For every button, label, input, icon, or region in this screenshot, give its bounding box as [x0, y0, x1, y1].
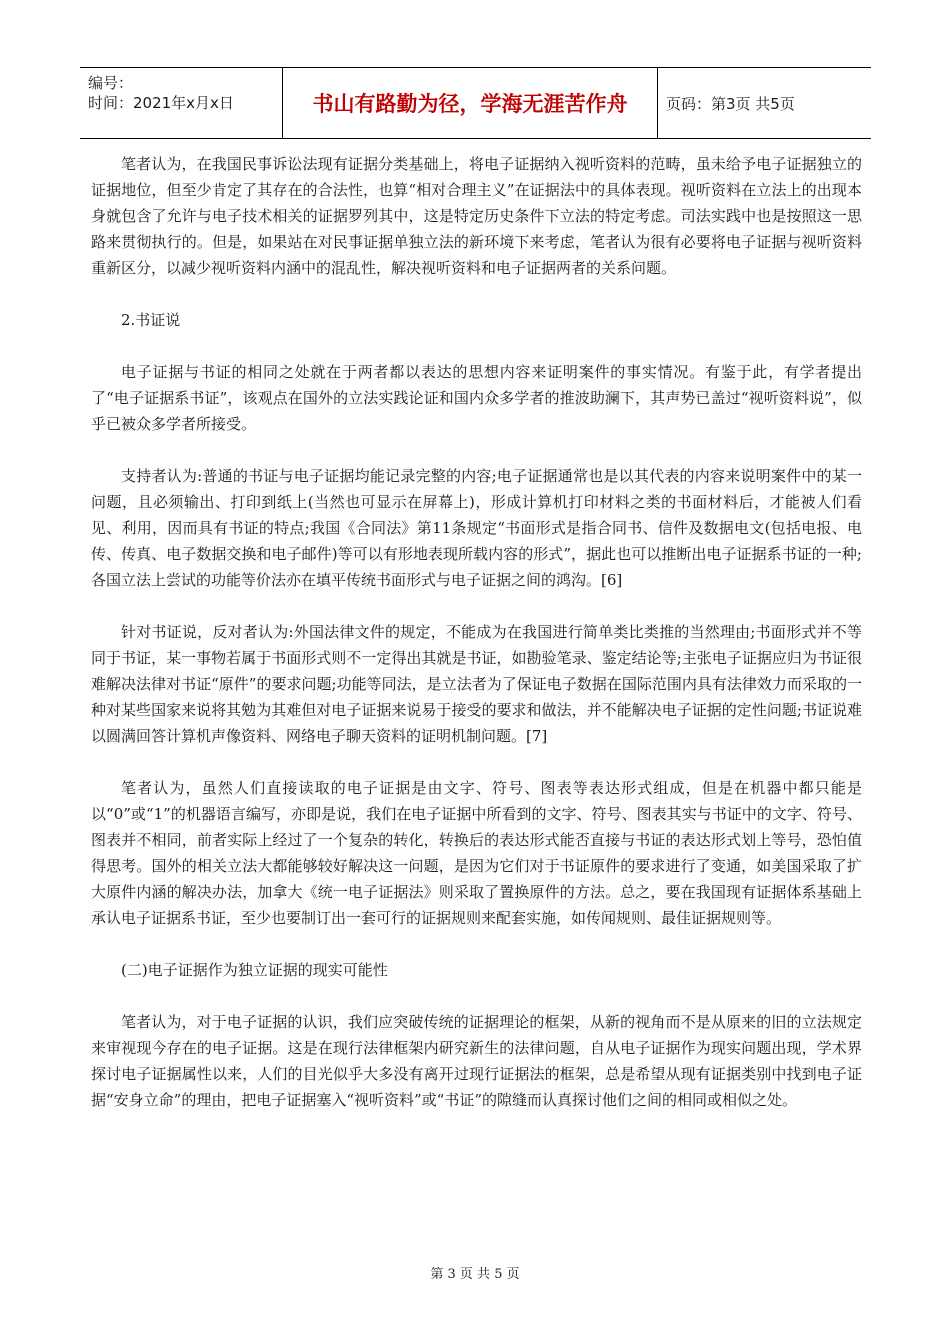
paragraph: 支持者认为:普通的书证与电子证据均能记录完整的内容;电子证据通常也是以其代表的内容来说明案件中的某一问题，且必须输出、打印到纸上(当然也可显示在屏幕上)，形成计算机打印材料之类的书面材料后，才能被人们看见、利用，因而具有书证的特点;我国《合同法》第11条规定“书面形式是指合同书、信件及数据电文(包括电报、电传、传真、电子数据交换和电子邮件)等可以有形地表现所载内容的形式”，据此也可以推断出电子证据系书证的一种;各国立法上尝试的功能等价法亦在填平传统书面形式与电子证据之间的鸿沟。[6] — [91, 467, 862, 589]
header-page-info: 页码：第3页 共5页 — [666, 94, 795, 113]
page-footer: 第 3 页 共 5 页 — [430, 1267, 520, 1282]
paragraph: 针对书证说，反对者认为:外国法律文件的规定，不能成为在我国进行简单类比类推的当然理由;书面形式并不等同于书证，某一事物若属于书面形式则不一定得出其就是书证，如勘验笔录、鉴定结论等;主张电子证据应归为书证很难解决法律对书证“原件”的要求问题;功能等同法，是立法者为了保证电子数据在国际范围内具有法律效力而采取的一种对某些国家来说将其勉为其难但对电子证据来说易于接受的要求和做法，并不能解决电子证据的定性问题;书证说难以圆满回答计算机声像资料、网络电子聊天资料的证明机制问题。[7] — [91, 623, 862, 745]
header-motto: 书山有路勤为径，学海无涯苦作舟 — [283, 68, 658, 138]
page-header — [80, 67, 871, 139]
paragraph: 笔者认为，在我国民事诉讼法现有证据分类基础上，将电子证据纳入视听资料的范畴，虽未给予电子证据独立的证据地位，但至少肯定了其存在的合法性，也算“相对合理主义”在证据法中的具体表现。视听资料在立法上的出现本身就包含了允许与电子技术相关的证据罗列其中，这是特定历史条件下立法的特定考虑。司法实践中也是按照这一思路来贯彻执行的。但是，如果站在对民事证据单独立法的新环境下来考虑，笔者认为很有必要将电子证据与视听资料重新区分，以减少视听资料内涵中的混乱性，解决视听资料和电子证据两者的关系问题。 — [91, 155, 862, 277]
section-heading: (二)电子证据作为独立证据的现实可能性 — [121, 961, 388, 979]
header-info-cell — [80, 68, 283, 138]
section-heading: 2.书证说 — [121, 311, 181, 329]
paragraph: 电子证据与书证的相同之处就在于两者都以表达的思想内容来证明案件的事实情况。有鉴于此，有学者提出了“电子证据系书证”，该观点在国外的立法实践论证和国内众多学者的推波助澜下，其声势已盖过“视听资料说”，似乎已被众多学者所接受。 — [91, 363, 862, 433]
paragraph: 笔者认为，虽然人们直接读取的电子证据是由文字、符号、图表等表达形式组成，但是在机器中都只能是以“0”或“1”的机器语言编写，亦即是说，我们在电子证据中所看到的文字、符号、图表其实与书证中的文字、符号、图表并不相同，前者实际上经过了一个复杂的转化，转换后的表达形式能否直接与书证的表达形式划上等号，恐怕值得思考。国外的相关立法大都能够较好解决这一问题，是因为它们对于书证原件的要求进行了变通，如美国采取了扩大原件内涵的解决办法，加拿大《统一电子证据法》则采取了置换原件的方法。总之，要在我国现有证据体系基础上承认电子证据系书证，至少也要制订出一套可行的证据规则来配套实施，如传闻规则、最佳证据规则等。 — [91, 779, 862, 927]
document-number-label: 编号： — [88, 74, 134, 92]
document-body — [91, 151, 862, 1139]
paragraph: 笔者认为，对于电子证据的认识，我们应突破传统的证据理论的框架，从新的视角而不是从原来的旧的立法规定来审视现今存在的电子证据。这是在现行法律框架内研究新生的法律问题，自从电子证据作为现实问题出现，学术界探讨电子证据属性以来，人们的目光似乎大多没有离开过现行证据法的框架，总是希望从现有证据类别中找到电子证据“安身立命”的理由，把电子证据塞入“视听资料”或“书证”的隙缝而认真探讨他们之间的相同或相似之处。 — [91, 1013, 862, 1109]
document-date-label: 时间：2021年x月x日 — [88, 94, 234, 112]
